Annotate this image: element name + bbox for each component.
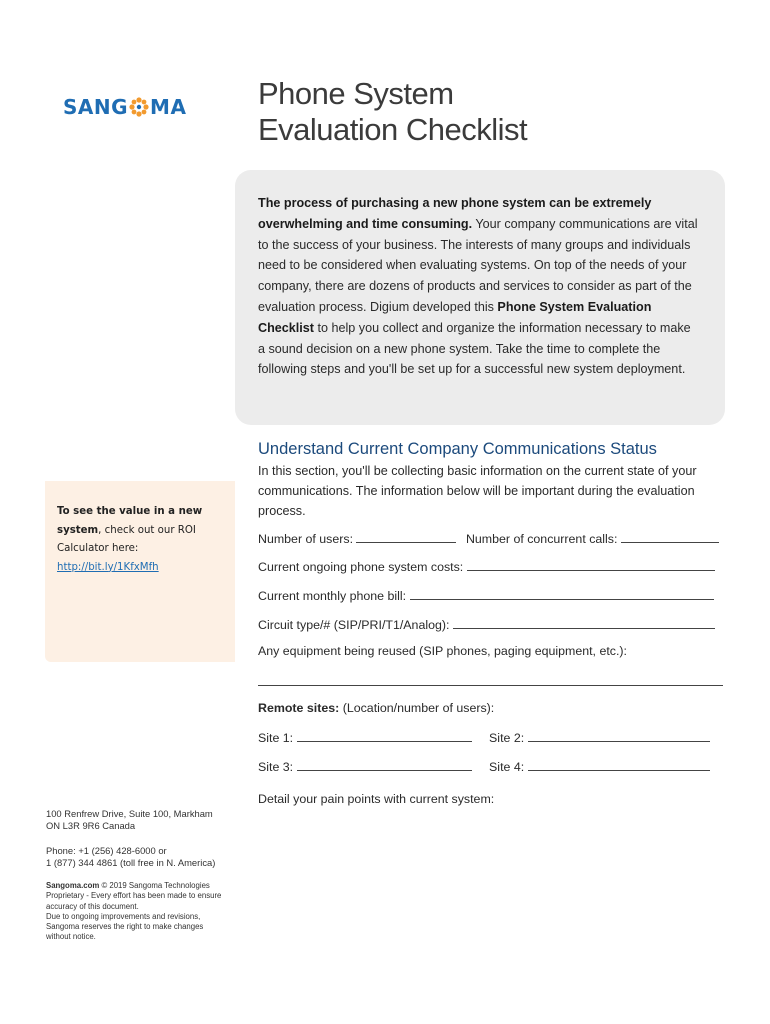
equipment-label: Any equipment being reused (SIP phones, paging equipment, etc.): <box>258 644 627 658</box>
legal-line-5: Sangoma reserves the right to make changes <box>46 922 204 932</box>
pain-points-row <box>258 792 494 806</box>
remote-sites-label: Remote sites: <box>258 701 340 715</box>
circuit-label: Circuit type/# (SIP/PRI/T1/Analog): <box>258 618 450 632</box>
pain-points-label: Detail your pain points with current system: <box>258 792 495 806</box>
address-line-2: ON L3R 9R6 Canada <box>46 820 136 831</box>
site-2-label: Site 2: <box>489 731 525 745</box>
footer-phone <box>46 845 256 869</box>
intro-paragraph <box>258 193 698 380</box>
legal-website: Sangoma.com <box>46 881 100 890</box>
legal-line-4: Due to ongoing improvements and revisions, <box>46 911 201 921</box>
sites-row-2 <box>258 758 710 774</box>
section-heading: Understand Current Company Communications Status <box>258 440 657 458</box>
address-line-1: 100 Renfrew Drive, Suite 100, Markham <box>46 808 213 819</box>
users-row <box>258 530 719 546</box>
ongoing-costs-input-line[interactable] <box>467 558 715 571</box>
phone-line-2: 1 (877) 344 4861 (toll free in N. America) <box>46 857 216 868</box>
legal-line-6: without notice. <box>46 932 96 942</box>
sangoma-logo <box>63 95 186 119</box>
users-input-line[interactable] <box>356 530 456 543</box>
footer-address <box>46 808 246 832</box>
footer-legal <box>46 881 246 943</box>
intro-bold-checklist: Phone System Evaluation Checklist <box>258 299 652 335</box>
intro-text-2: to help you collect and organize the information necessary to make a sound decision on a new phone system. Take the time to complete the following steps and you'll be set up for a successful new system deployment. <box>258 320 691 377</box>
roi-calculator-link[interactable]: http://bit.ly/1KfxMfh <box>57 561 159 573</box>
circuit-input-line[interactable] <box>453 616 715 629</box>
ongoing-costs-row <box>258 558 715 574</box>
site-3-input-line[interactable] <box>297 758 472 771</box>
legal-line-3: accuracy of this document. <box>46 901 139 911</box>
sites-row-1 <box>258 729 710 745</box>
concurrent-input-line[interactable] <box>621 530 719 543</box>
section-intro: In this section, you'll be collecting basic information on the current state of your communications. The information below will be important during the evaluation process. <box>258 464 697 518</box>
site-1-input-line[interactable] <box>297 729 472 742</box>
site-3-label: Site 3: <box>258 760 294 774</box>
roi-callout-body: , check out our ROI Calculator here: <box>57 524 196 554</box>
equipment-row <box>258 644 627 658</box>
ongoing-costs-label: Current ongoing phone system costs: <box>258 560 464 574</box>
logo-text-start: SANG <box>63 95 129 119</box>
page-title <box>258 76 527 148</box>
circuit-row <box>258 616 715 632</box>
monthly-bill-row <box>258 587 714 603</box>
site-4-label: Site 4: <box>489 760 525 774</box>
intro-text-1: Your company communications are vital to the success of your business. The interests of many groups and individuals need to be considered when evaluating systems. On top of the needs of your company, there are dozens of products and services to consider as part of the evaluation process. Digium developed this <box>258 216 698 314</box>
site-4-input-line[interactable] <box>528 758 710 771</box>
title-line-2: Evaluation Checklist <box>258 112 528 147</box>
sangoma-flower-icon <box>129 97 149 117</box>
monthly-bill-input-line[interactable] <box>410 587 714 600</box>
monthly-bill-label: Current monthly phone bill: <box>258 589 407 603</box>
intro-bold-lead: The process of purchasing a new phone system can be extremely overwhelming and time consuming. <box>258 196 652 231</box>
roi-callout-bold: To see the value in a new system <box>57 506 203 536</box>
site-1-label: Site 1: <box>258 731 294 745</box>
roi-callout-text <box>57 503 227 577</box>
remote-sites-row <box>258 701 494 715</box>
site-2-input-line[interactable] <box>528 729 710 742</box>
concurrent-label: Number of concurrent calls: <box>465 532 618 546</box>
equipment-input-line[interactable] <box>258 685 723 686</box>
remote-sites-note: (Location/number of users): <box>339 701 495 715</box>
legal-line-2: Proprietary - Every effort has been made to ensure <box>46 891 222 901</box>
phone-line-1: Phone: +1 (256) 428-6000 or <box>46 845 167 856</box>
logo-text-end: MA <box>150 95 187 119</box>
users-label: Number of users: <box>258 532 354 546</box>
legal-copyright: © 2019 Sangoma Technologies <box>99 881 210 890</box>
title-line-1: Phone System <box>258 76 454 111</box>
